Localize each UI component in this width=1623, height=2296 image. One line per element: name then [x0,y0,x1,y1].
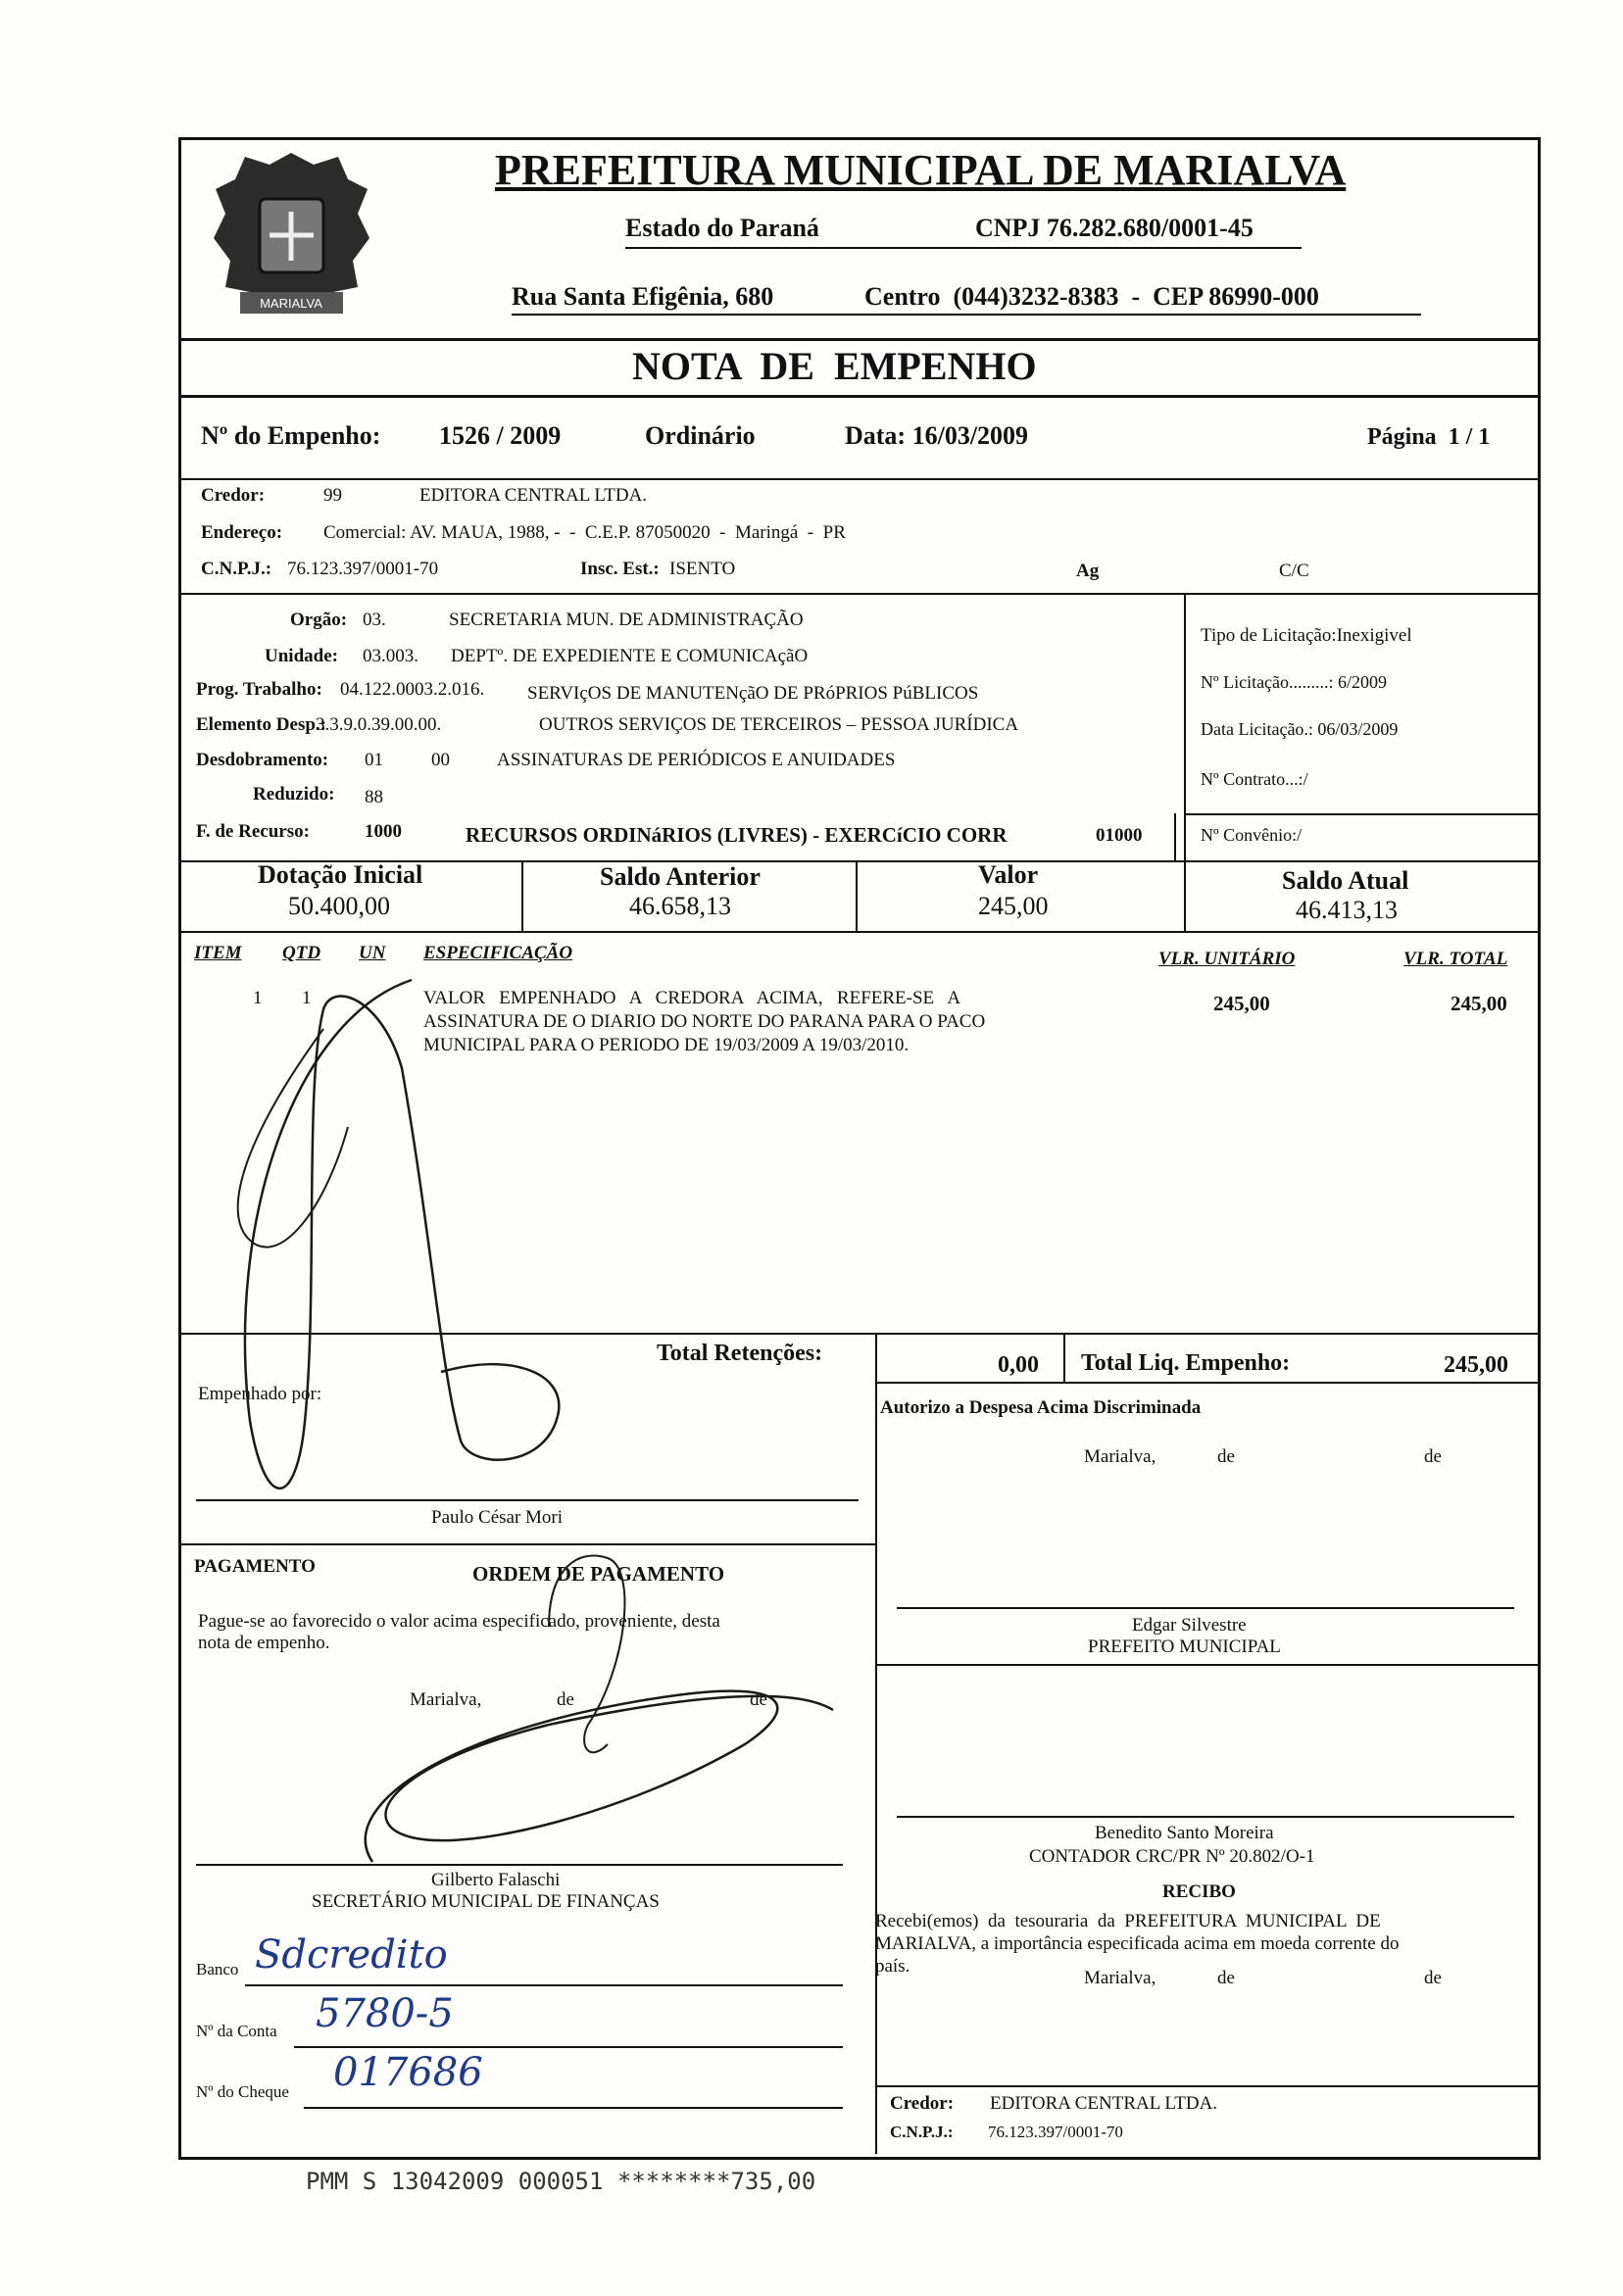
pagamento-text-2: nota de empenho. [198,1633,330,1653]
recibo-de1: de [1217,1968,1235,1988]
recibo-place: Marialva, [1084,1968,1156,1988]
header-contact: Centro (044)3232-8383 - CEP 86990-000 [864,282,1319,311]
empenho-type: Ordinário [645,421,756,450]
empenhado-label: Empenhado por: [198,1384,322,1404]
cnpj-label: C.N.P.J.: [201,559,272,579]
row-vlr-unitario: 245,00 [1213,992,1270,1015]
reduzido-label: Reduzido: [253,784,335,805]
banco-label: Banco [196,1960,239,1978]
prefeito-name: Edgar Silvestre [1132,1615,1247,1636]
pagamento-de2: de [750,1689,767,1710]
dotacao-inicial-value: 50.400,00 [288,892,390,920]
prefeito-role: PREFEITO MUNICIPAL [1088,1637,1281,1657]
reduzido-value: 88 [365,787,383,807]
secretario-role: SECRETÁRIO MUNICIPAL DE FINANÇAS [312,1891,660,1912]
contador-role: CONTADOR CRC/PR Nº 20.802/O-1 [1029,1846,1315,1867]
row-desc-1: VALOR EMPENHADO A CREDORA ACIMA, REFERE-SE A [423,988,961,1008]
signature-stroke-secretario [366,1691,833,1862]
saldo-atual-label: Saldo Atual [1282,866,1409,895]
document-title: NOTA DE EMPENHO [632,344,1037,388]
autorizo-de2: de [1424,1446,1442,1467]
prog-label: Prog. Trabalho: [196,679,322,700]
total-retencoes-value: 0,00 [998,1352,1039,1378]
licitacao-convenio: Nº Convênio:/ [1201,825,1303,845]
header-cnpj: CNPJ 76.282.680/0001-45 [975,214,1254,242]
cnpj-value: 76.123.397/0001-70 [287,559,439,579]
signature-stroke-empenho-2 [238,1029,348,1247]
col-vlr-unitario: VLR. UNITÁRIO [1158,949,1296,969]
empenho-num-label: Nº do Empenho: [201,421,381,450]
total-liq-value: 245,00 [1444,1352,1508,1378]
row-vlr-total: 245,00 [1451,992,1507,1015]
dotacao-inicial-label: Dotação Inicial [258,860,423,889]
orgao-code: 03. [363,610,386,630]
prog-code: 04.122.0003.2.016. [340,679,485,700]
recibo-cnpj-label: C.N.P.J.: [890,2123,954,2141]
licitacao-num: Nº Licitação.........: 6/2009 [1201,672,1388,692]
empenho-num-value: 1526 / 2009 [439,421,562,450]
autorizo-place: Marialva, [1084,1446,1156,1467]
unidade-desc: DEPTº. DE EXPEDIENTE E COMUNICAçãO [451,646,809,666]
row-desc-2: ASSINATURA DE O DIARIO DO NORTE DO PARANA PARA O PACO [423,1011,986,1032]
recibo-text-1: Recebi(emos) da tesouraria da PREFEITURA MUNICIPAL DE [875,1911,1381,1931]
recibo-label: RECIBO [1162,1881,1236,1902]
secretario-name: Gilberto Falaschi [431,1870,561,1890]
endereco-label: Endereço: [201,522,283,543]
recurso-label: F. de Recurso: [196,821,310,842]
total-retencoes-label: Total Retenções: [657,1341,823,1366]
recibo-credor-label: Credor: [890,2093,955,2114]
header-state: Estado do Paraná [625,214,819,242]
orgao-label: Orgão: [290,610,348,630]
licitacao-contrato: Nº Contrato...:/ [1201,769,1308,789]
recurso-code2: 01000 [1096,825,1143,846]
recibo-credor-value: EDITORA CENTRAL LTDA. [990,2093,1218,2114]
page-number: Página 1 / 1 [1367,424,1491,450]
desd-code2: 00 [431,750,450,770]
pagamento-de1: de [557,1689,574,1710]
valor-value: 245,00 [978,892,1049,920]
row-qtd: 1 [302,988,312,1008]
valor-label: Valor [978,860,1039,889]
recibo-text-2: MARIALVA, a importância especificada acima em moeda corrente do [875,1933,1400,1954]
cheque-value: 017686 [333,2050,483,2095]
row-item: 1 [253,988,263,1008]
col-especificacao: ESPECIFICAÇÃO [423,943,573,963]
contador-name: Benedito Santo Moreira [1095,1823,1274,1843]
endereco-value: Comercial: AV. MAUA, 1988, - - C.E.P. 87050020 - Maringá - PR [323,522,846,543]
ordem-pagamento-label: ORDEM DE PAGAMENTO [472,1562,725,1586]
prog-desc: SERVIçOS DE MANUTENçãO DE PRóPRIOS PúBLICOS [527,683,979,704]
saldo-anterior-label: Saldo Anterior [600,862,761,891]
col-item: ITEM [194,943,242,963]
cheque-label: Nº do Cheque [196,2082,289,2101]
total-liq-label: Total Liq. Empenho: [1081,1350,1291,1376]
saldo-anterior-value: 46.658,13 [629,892,731,920]
saldo-atual-value: 46.413,13 [1296,896,1398,924]
header-title: PREFEITURA MUNICIPAL DE MARIALVA [495,146,1347,194]
credor-code: 99 [323,485,342,506]
crest-text: MARIALVA [260,296,322,311]
banco-value: Sdcredito [255,1932,448,1978]
recibo-de2: de [1424,1968,1442,1988]
desd-desc: ASSINATURAS DE PERIÓDICOS E ANUIDADES [497,750,896,770]
pagamento-label: PAGAMENTO [194,1556,316,1577]
header-address: Rua Santa Efigênia, 680 [512,282,774,311]
credor-label: Credor: [201,485,266,506]
col-un: UN [359,943,386,963]
autorizo-label: Autorizo a Despesa Acima Discriminada [880,1397,1202,1418]
insc-label: Insc. Est.: [580,559,660,579]
row-desc-3: MUNICIPAL PARA O PERIODO DE 19/03/2009 A 19/03/2010. [423,1035,910,1055]
recibo-cnpj-value: 76.123.397/0001-70 [988,2123,1123,2141]
empenho-date: Data: 16/03/2009 [845,421,1029,450]
desd-label: Desdobramento: [196,750,329,770]
col-qtd: QTD [282,943,321,963]
conta-value: 5780-5 [316,1991,454,2036]
cc-label: C/C [1279,561,1309,581]
autorizo-de1: de [1217,1446,1235,1467]
licitacao-tipo: Tipo de Licitação:Inexigivel [1201,625,1412,646]
desd-code1: 01 [365,750,383,770]
pagamento-place: Marialva, [410,1689,482,1710]
recurso-code: 1000 [365,821,402,842]
elem-label: Elemento Desp.: [196,714,326,735]
empenhado-name: Paulo César Mori [431,1507,564,1528]
conta-label: Nº da Conta [196,2022,277,2040]
ag-label: Ag [1076,561,1100,581]
cashier-stamp: PMM S 13042009 000051 ********735,00 [306,2168,816,2195]
insc-value: ISENTO [669,559,736,579]
elem-desc: OUTROS SERVIÇOS DE TERCEIROS – PESSOA JURÍDICA [539,714,1019,735]
unidade-code: 03.003. [363,646,418,666]
pagamento-text-1: Pague-se ao favorecido o valor acima especificado, proveniente, desta [198,1611,720,1632]
unidade-label: Unidade: [265,646,338,666]
credor-name: EDITORA CENTRAL LTDA. [419,485,648,506]
orgao-desc: SECRETARIA MUN. DE ADMINISTRAÇÃO [449,610,804,630]
licitacao-data: Data Licitação.: 06/03/2009 [1201,719,1399,739]
recurso-desc: RECURSOS ORDINáRIOS (LIVRES) - EXERCíCIO CORR [466,823,1008,847]
col-vlr-total: VLR. TOTAL [1403,949,1508,969]
elem-code: 3.3.9.0.39.00.00. [316,714,442,735]
recibo-text-3: país. [875,1956,910,1977]
